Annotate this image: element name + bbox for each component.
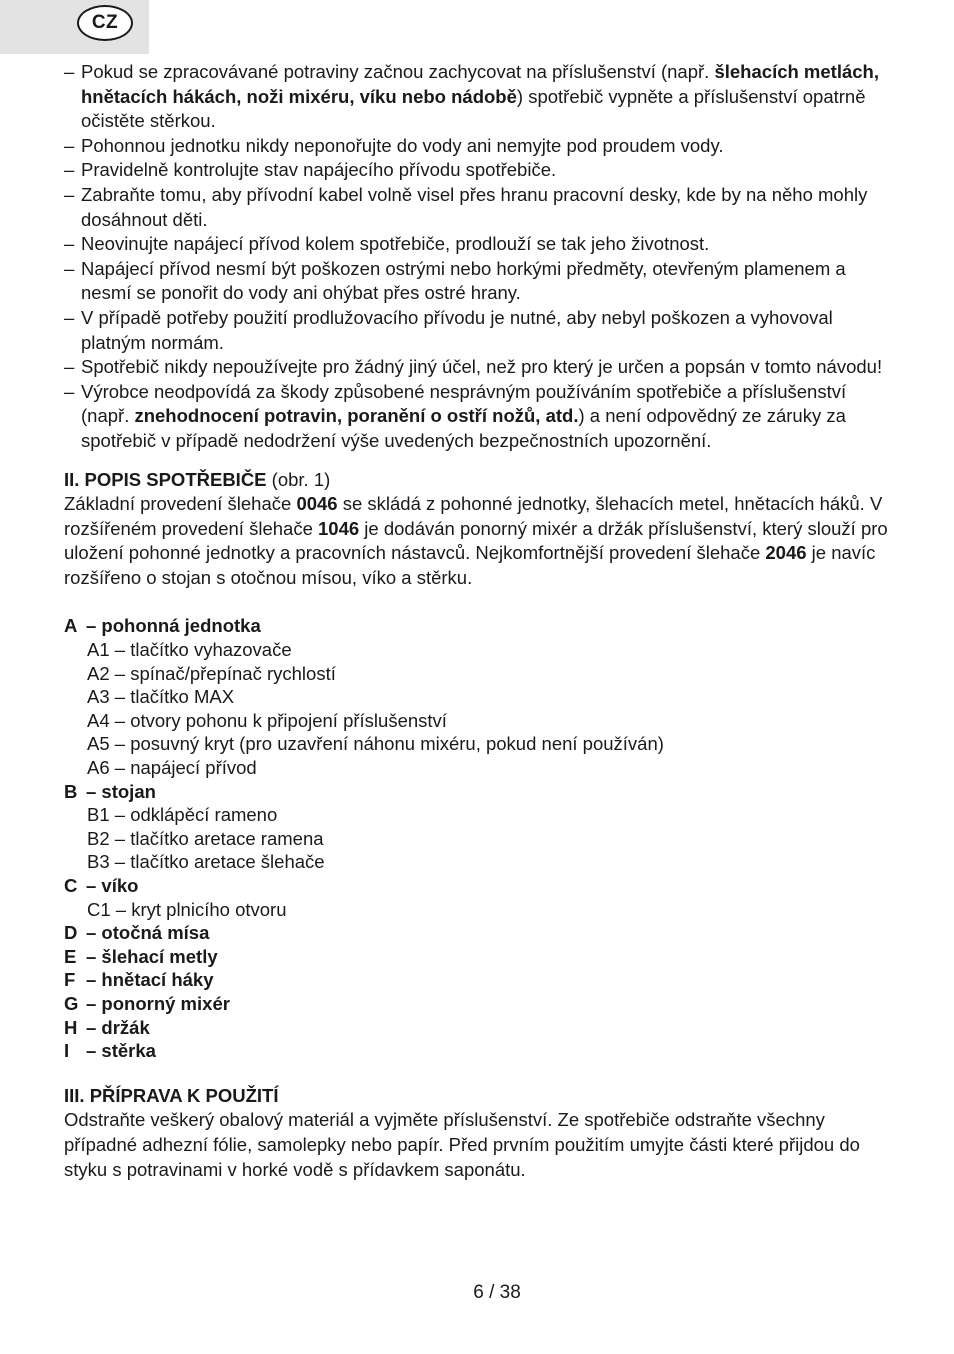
bullet-dash: – [64, 233, 75, 255]
safety-bullet-item [64, 232, 894, 257]
page-content [64, 60, 894, 1182]
bullet-text [81, 381, 846, 451]
part-label: – otočná mísa [86, 922, 210, 944]
bullet-text-run: Napájecí přívod nesmí být poškozen ostrými nebo horkými předměty, otevřeným plamenem a nesmí se ponořit do vody ani ohýbat přes ostré hrany. [81, 257, 846, 304]
part-item [64, 992, 894, 1016]
section-description-heading [64, 468, 894, 493]
safety-bullet-item [64, 60, 894, 134]
part-letter: E [64, 945, 77, 967]
section-preparation [64, 1084, 894, 1182]
bullet-text [81, 159, 556, 180]
bullet-text [81, 61, 879, 131]
part-label: – pohonná jednotka [86, 615, 261, 637]
bullet-text-run: Výrobce neodpovídá za škody způsobené nesprávným používáním spotřebiče a příslušenství (např. [81, 380, 847, 427]
part-letter: D [64, 922, 78, 944]
bullet-dash: – [64, 61, 75, 82]
bullet-dash: – [64, 380, 75, 402]
bullet-text [81, 233, 709, 254]
part-letter: F [64, 969, 76, 991]
parts-list [64, 614, 894, 1062]
part-item [64, 1016, 894, 1040]
page-number: 6 / 38 [473, 1282, 521, 1303]
language-tab [0, 0, 149, 54]
safety-bullet-item [64, 257, 894, 306]
part-label: – stojan [86, 780, 156, 802]
part-subitem: B3 – tlačítko aretace šlehače [87, 851, 325, 873]
part-subitem: B2 – tlačítko aretace ramena [87, 827, 324, 849]
description-text-run: Základní provedení šlehače [64, 493, 297, 515]
part-label: – stěrka [86, 1040, 156, 1062]
part-letter: H [64, 1016, 78, 1038]
bullet-text [81, 135, 723, 156]
part-subitem: A6 – napájecí přívod [87, 757, 257, 779]
bullet-text-run: ) a není odpovědný ze záruky za spotřebič v případě nedodržení výše uvedených bezpečnostních upozornění. [81, 405, 846, 451]
description-text-run: je dodáván ponorný mixér a držák příslušenství, který slouží pro uložení pohonné jednotky a pracovních nástavců. Nejkomfortnější provedení šlehače [64, 517, 888, 564]
part-subitem: A1 – tlačítko vyhazovače [87, 639, 292, 661]
part-item [64, 945, 894, 969]
part-subitem: A5 – posuvný kryt (pro uzavření náhonu mixéru, pokud není používán) [87, 733, 664, 755]
bullet-text-run: V případě potřeby použití prodlužovacího přívodu je nutné, aby nebyl poškozen a vyhovoval platným normám. [81, 306, 833, 353]
section-description-title-suffix: (obr. 1) [266, 468, 331, 490]
part-letter: A [64, 615, 78, 637]
part-item [64, 1039, 894, 1063]
description-text-run: 0046 [296, 493, 338, 515]
bullet-text-run: ) spotřebič vypněte a příslušenství opatrně očistěte stěrkou. [81, 85, 866, 132]
bullet-text-run: Pokud se zpracovávané potraviny začnou zachycovat na příslušenství (např. [81, 61, 715, 82]
description-text-run: 2046 [765, 542, 807, 564]
bullet-text-run: šlehacích metlách, hnětacích hákách, noži mixéru, víku nebo nádobě [81, 61, 879, 107]
bullet-text [81, 307, 833, 353]
part-subitem: C1 – kryt plnicího otvoru [87, 898, 287, 920]
part-label: – ponorný mixér [86, 992, 230, 1014]
part-item [64, 780, 894, 804]
bullet-dash: – [64, 257, 75, 279]
safety-bullet-item [64, 380, 894, 454]
part-subitem: A2 – spínač/přepínač rychlostí [87, 662, 336, 684]
section-description [64, 468, 894, 591]
bullet-dash: – [64, 183, 75, 205]
part-item [64, 614, 894, 638]
part-letter: C [64, 875, 78, 896]
bullet-text [81, 258, 846, 304]
safety-bullet-item [64, 183, 894, 232]
bullet-text-run: znehodnocení potravin, poranění o ostří nožů, atd. [134, 405, 579, 427]
safety-bullet-item [64, 306, 894, 355]
bullet-text-run: Zabraňte tomu, aby přívodní kabel volně visel přes hranu pracovní desky, kde by na něho mohly dosáhnout děti. [81, 183, 868, 230]
part-letter: B [64, 780, 78, 802]
part-letter: I [64, 1040, 70, 1062]
part-subitem: B1 – odklápěcí rameno [87, 804, 278, 826]
safety-bullet-item [64, 355, 894, 380]
part-subitem: A3 – tlačítko MAX [87, 686, 235, 708]
bullet-text-run: Pravidelně kontrolujte stav napájecího přívodu spotřebiče. [81, 159, 557, 181]
bullet-dash: – [64, 159, 75, 181]
part-label: – držák [86, 1016, 150, 1038]
safety-bullet-item [64, 158, 894, 183]
bullet-text-run: Neovinujte napájecí přívod kolem spotřebiče, prodlouží se tak jeho životnost. [81, 233, 710, 255]
section-preparation-paragraph: Odstraňte veškerý obalový materiál a vyjměte příslušenství. Ze spotřebiče odstraňte všechny případné adhezní fólie, samolepky nebo papír. Před prvním použitím umyjte části které přijdou do styku s potravinami v horké vodě s přídavkem saponátu. [64, 1109, 860, 1180]
section-description-title: II. POPIS SPOTŘEBIČE [64, 468, 267, 490]
bullet-text [81, 356, 882, 377]
description-text-run: 1046 [318, 517, 360, 539]
part-item [64, 921, 894, 945]
part-letter: G [64, 992, 79, 1014]
bullet-dash: – [64, 356, 75, 378]
safety-bullet-item [64, 134, 894, 159]
part-subitem: A4 – otvory pohonu k připojení příslušenství [87, 709, 447, 731]
bullet-text-run: Spotřebič nikdy nepoužívejte pro žádný jiný účel, než pro který je určen a popsán v tomto návodu! [81, 356, 883, 378]
part-item [64, 968, 894, 992]
bullet-text-run: Pohonnou jednotku nikdy neponořujte do vody ani nemyjte pod proudem vody. [81, 134, 724, 156]
section-preparation-title: III. PŘÍPRAVA K POUŽITÍ [64, 1084, 279, 1106]
part-item [64, 874, 894, 898]
description-text-run: se skládá z pohonné jednotky, šlehacích metel, hnětacích háků. V rozšířeném provedení šlehače [64, 493, 883, 539]
part-label: – šlehací metly [86, 945, 218, 967]
language-badge: CZ [77, 5, 133, 41]
bullet-dash: – [64, 306, 75, 328]
bullet-dash: – [64, 134, 75, 156]
part-label: – víko [86, 875, 139, 896]
description-text-run: je navíc rozšířeno o stojan s otočnou mísou, víko a stěrku. [64, 542, 876, 588]
section-description-paragraph [64, 492, 894, 590]
safety-bullet-list [64, 60, 894, 454]
part-label: – hnětací háky [86, 969, 214, 991]
bullet-text [81, 184, 867, 230]
